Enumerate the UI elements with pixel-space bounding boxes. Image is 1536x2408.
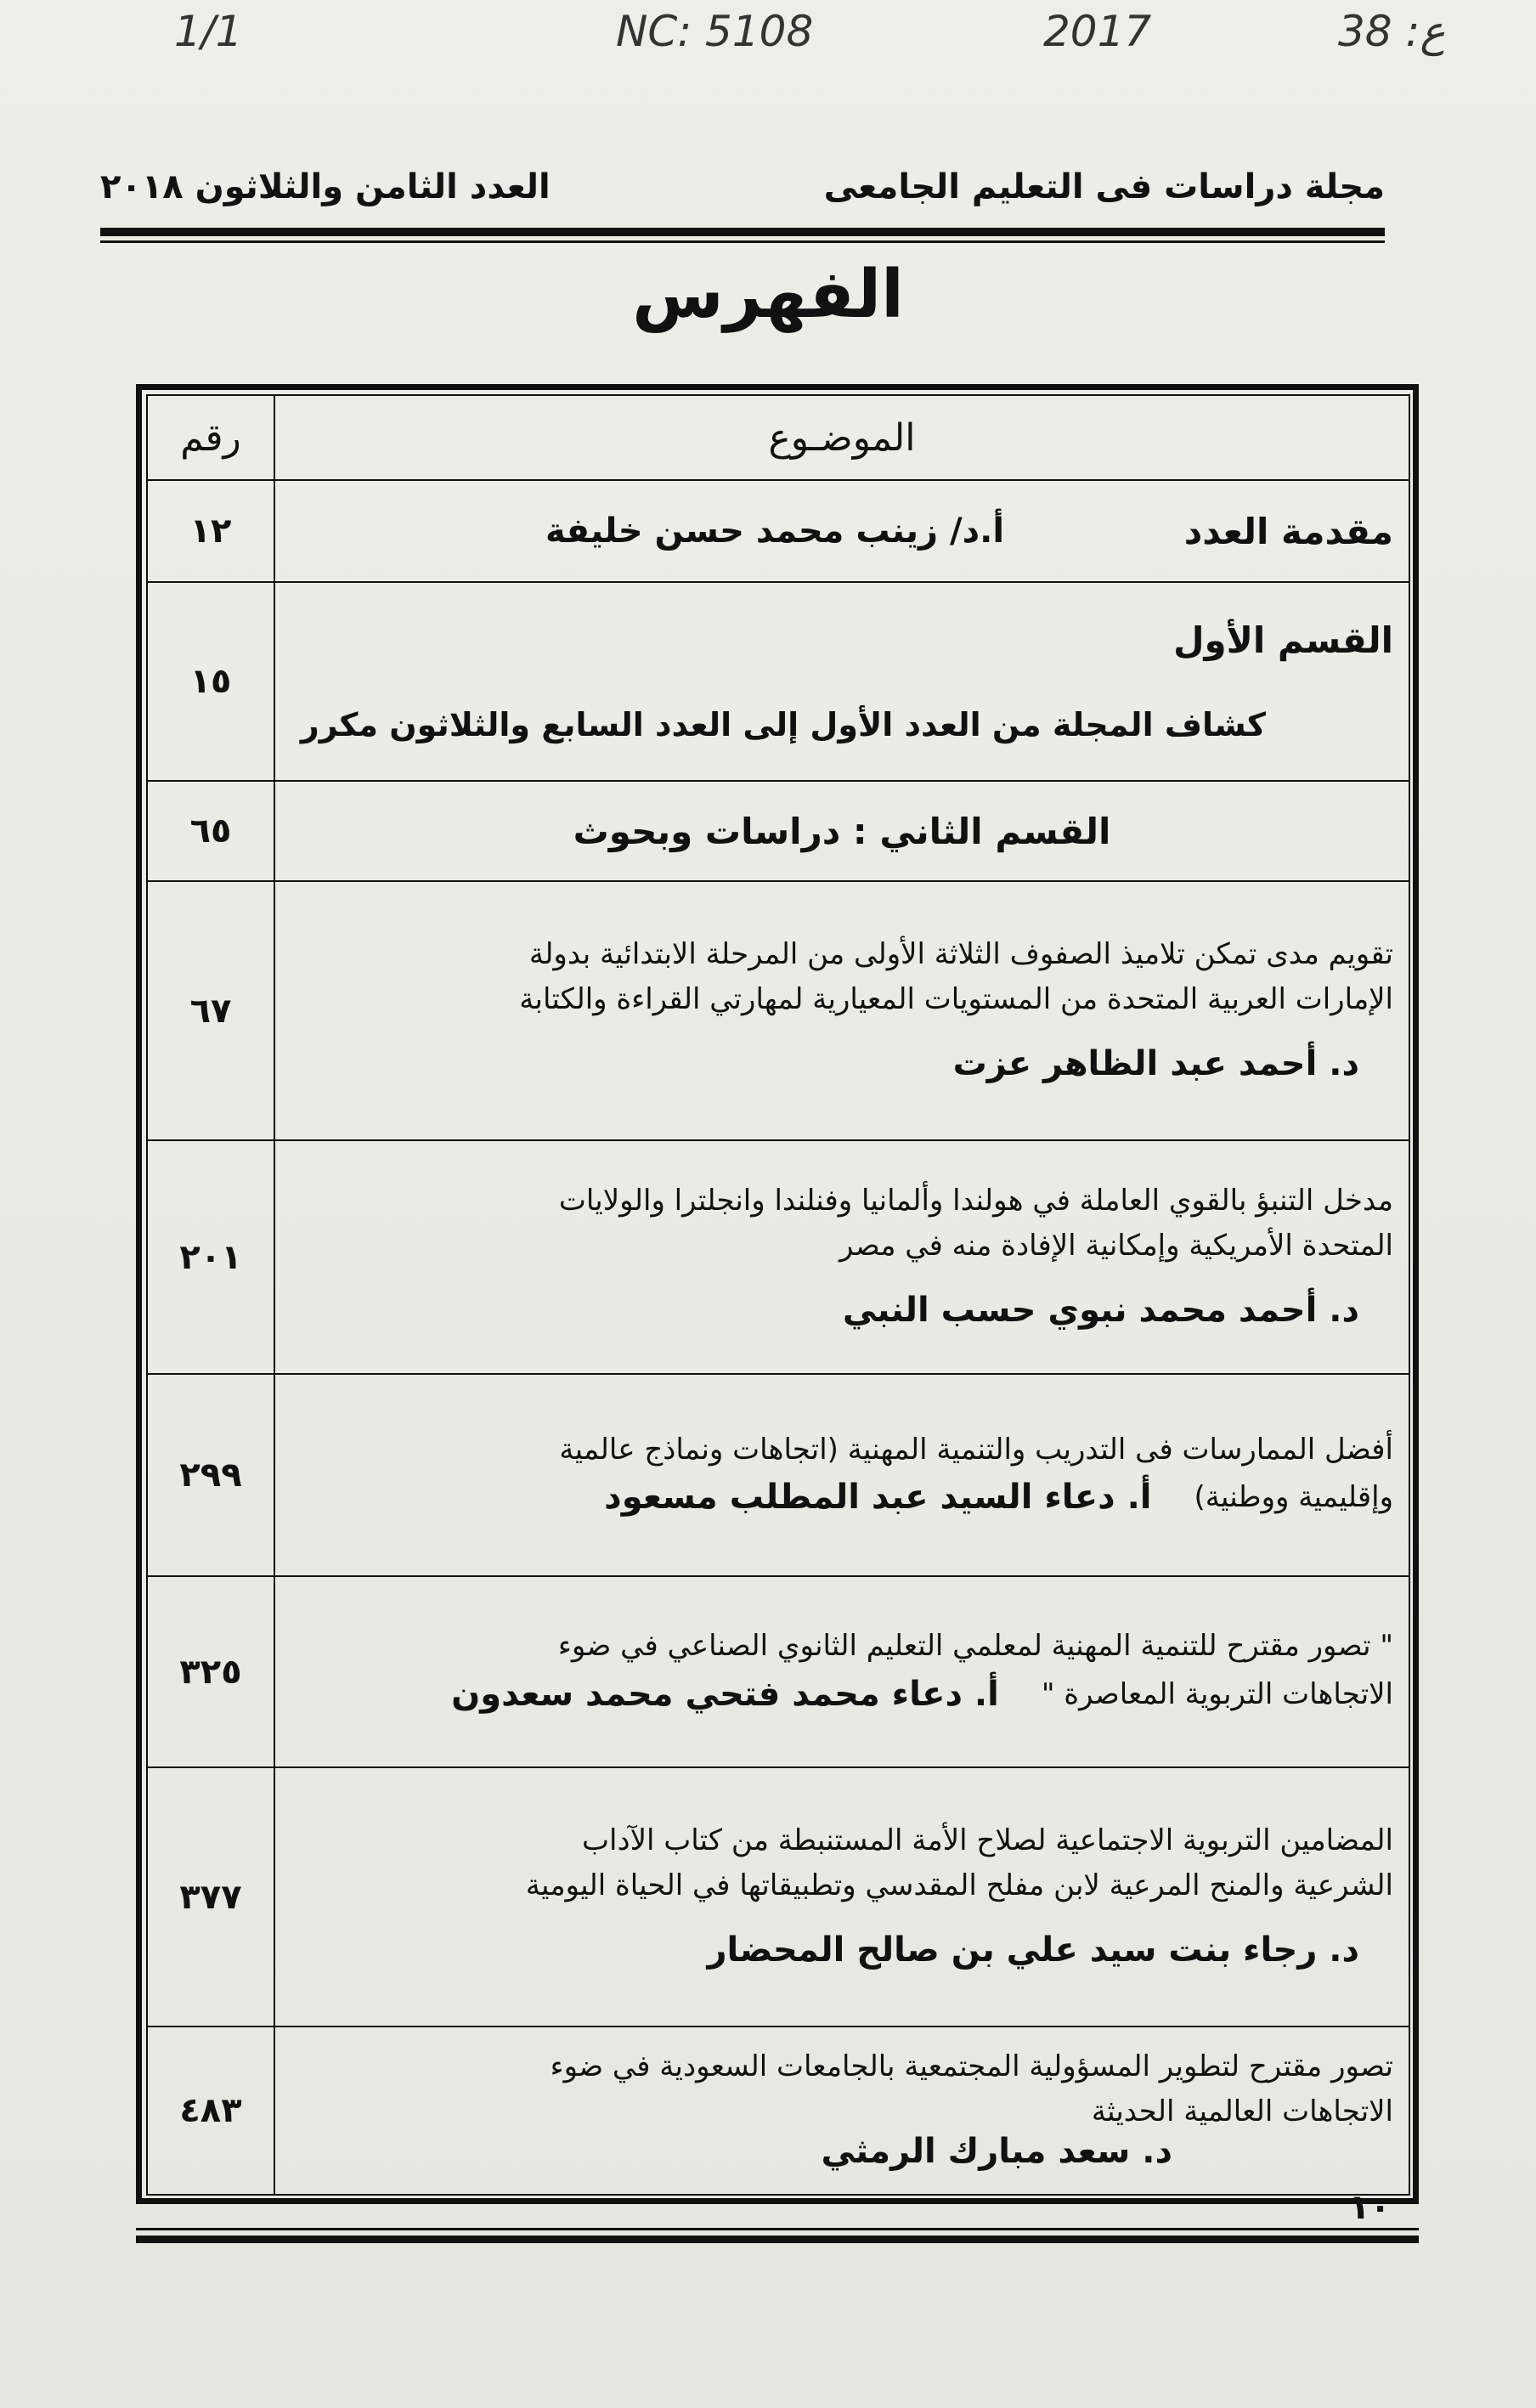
entry-label: مقدمة العدد	[1183, 510, 1393, 552]
entry-page: ٣٢٥	[147, 1576, 274, 1767]
entry-page: ٣٧٧	[147, 1767, 274, 2026]
handwritten-note-code: NC: 5108	[616, 7, 814, 56]
handwritten-note-left: 1/1	[174, 7, 243, 56]
entry-author: د. سعد مبارك الرمثي	[821, 2131, 1172, 2171]
journal-header	[100, 157, 1385, 217]
entry-page: ١٥	[147, 582, 274, 781]
entry-author: د. أحمد محمد نبوي حسب النبي	[842, 1291, 1359, 1331]
entry-line: الاتجاهات العالمية الحديثة	[1091, 2094, 1393, 2128]
issue-label: العدد الثامن والثلاثون ٢٠١٨	[100, 167, 551, 206]
page-title: الفهرس	[632, 257, 904, 333]
entry-line: المتحدة الأمريكية وإمكانية الإفادة منه في مصر	[839, 1228, 1393, 1263]
header-rule-thin	[100, 240, 1385, 243]
footer-rule-thin	[136, 2228, 1419, 2230]
toc-header-row	[147, 395, 1409, 480]
header-rule	[100, 228, 1385, 236]
toc-row	[147, 480, 1409, 582]
section-title: القسم الثاني : دراسات وبحوث	[274, 781, 1409, 881]
entry-page: ٦٥	[147, 781, 274, 881]
entry-page: ٤٨٣	[147, 2026, 274, 2195]
entry-page: ٢٩٩	[147, 1374, 274, 1576]
handwritten-note-year: 2017	[1043, 7, 1152, 56]
entry-line: الشرعية والمنح المرعية لابن مفلح المقدسي وتطبيقاتها في الحياة اليومية	[525, 1868, 1393, 1902]
toc-row	[147, 2026, 1409, 2195]
entry-line: " تصور مقترح للتنمية المهنية لمعلمي التعليم الثانوي الصناعي في ضوء	[557, 1629, 1393, 1664]
toc-row	[147, 1140, 1409, 1374]
entry-line: تقويم مدى تمكن تلاميذ الصفوف الثلاثة الأولى من المرحلة الابتدائية بدولة	[528, 936, 1393, 971]
entry-line: الاتجاهات التربوية المعاصرة "	[1041, 1676, 1393, 1711]
entry-page: ٦٧	[147, 881, 274, 1140]
page-number: ١٠	[1349, 2188, 1391, 2227]
toc-row	[147, 1576, 1409, 1767]
footer-rule	[136, 2236, 1419, 2243]
entry-author: د. رجاء بنت سيد علي بن صالح المحضار	[707, 1930, 1359, 1970]
entry-author: أ. دعاء السيد عبد المطلب مسعود	[604, 1478, 1152, 1518]
entry-author: د. أحمد عبد الظاهر عزت	[952, 1044, 1359, 1084]
subject-column-header: الموضـوع	[274, 395, 1409, 480]
entry-line: أفضل الممارسات فى التدريب والتنمية المهنية (اتجاهات ونماذج عالمية	[559, 1432, 1393, 1467]
entry-line: وإقليمية ووطنية)	[1194, 1480, 1393, 1514]
entry-line: مدخل التنبؤ بالقوي العاملة في هولندا وألمانيا وفنلندا وانجلترا والولايات	[558, 1183, 1393, 1218]
entry-author: أ. دعاء محمد فتحي محمد سعدون	[451, 1674, 999, 1714]
entry-page: ٢٠١	[147, 1140, 274, 1374]
toc-row	[147, 1767, 1409, 2026]
entry-page: ١٢	[147, 480, 274, 582]
entry-line: المضامين التربوية الاجتماعية لصلاح الأمة المستنبطة من كتاب الآداب	[582, 1823, 1393, 1857]
entry-author: أ.د/ زينب محمد حسن خليفة	[545, 512, 1005, 551]
toc-table	[146, 394, 1410, 2196]
toc-row	[147, 781, 1409, 881]
entry-line: كشاف المجلة من العدد الأول إلى العدد السابع والثلاثون مكرر	[300, 706, 1266, 743]
section-title: القسم الأول	[1173, 619, 1393, 661]
entry-line: تصور مقترح لتطوير المسؤولية المجتمعية بالجامعات السعودية في ضوء	[550, 2049, 1393, 2084]
journal-name: مجلة دراسات فى التعليم الجامعى	[823, 167, 1385, 206]
toc-row	[147, 881, 1409, 1140]
toc-row	[147, 582, 1409, 781]
handwritten-note-right: 38 :ع	[1338, 7, 1446, 56]
toc-row	[147, 1374, 1409, 1576]
entry-line: الإمارات العربية المتحدة من المستويات المعيارية لمهارتي القراءة والكتابة	[519, 981, 1393, 1016]
number-column-header: رقم	[147, 395, 274, 480]
